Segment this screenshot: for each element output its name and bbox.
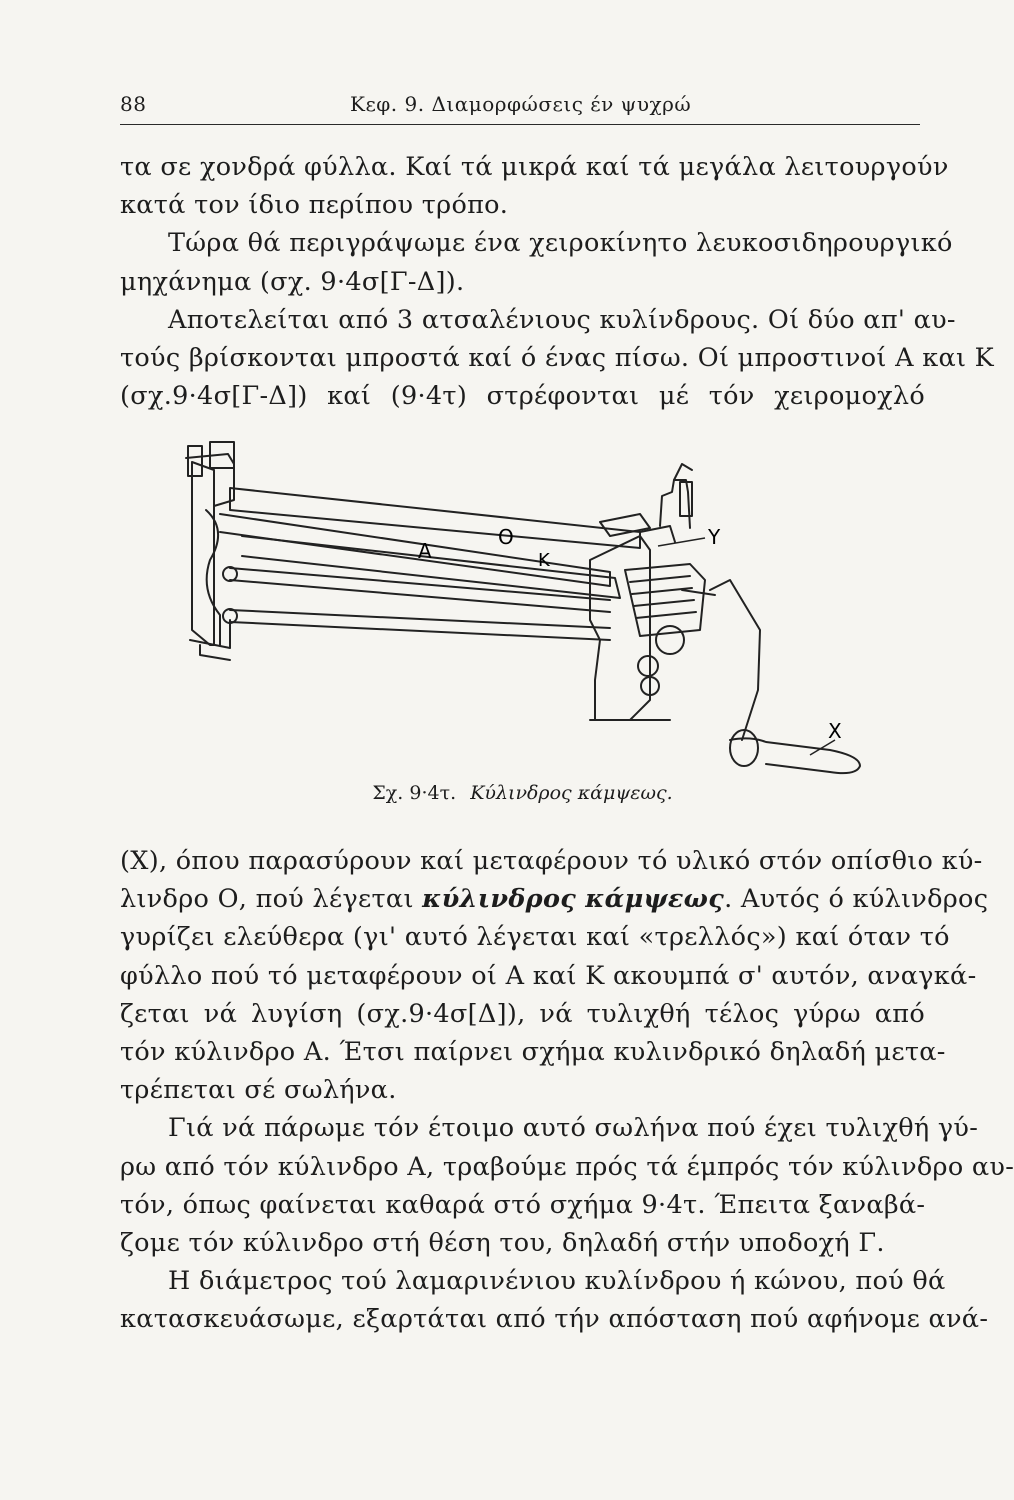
text-line — [120, 880, 989, 918]
text-line: (σχ.9·4σ[Γ-Δ]) καί (9·4τ) στρέφονται μέ τόν χειρομοχλό — [120, 381, 925, 412]
text-line: κατά τον ίδιο περίπου τρόπο. — [120, 190, 509, 221]
text-line: τόν κύλινδρο Α. Έτσι παίρνει σχήμα κυλινδρικό δηλαδή μετα- — [120, 1037, 946, 1068]
text-line: Η διάμετρος τού λαμαρινένιου κυλίνδρου ή κώνου, πού θά — [168, 1266, 946, 1297]
bending-roll-figure — [170, 440, 890, 780]
label-Y: Y — [708, 525, 721, 549]
text-line: γυρίζει ελεύθερα (γι' αυτό λέγεται καί «τρελλός») καί όταν τό — [120, 922, 950, 953]
text-line: μηχάνημα (σχ. 9·4σ[Γ-Δ]). — [120, 266, 465, 297]
text-line: ρω από τόν κύλινδρο Α, τραβούμε πρός τά έμπρός τόν κύλινδρο αυ- — [120, 1151, 1014, 1182]
header-rule — [120, 124, 920, 125]
term-bending-roll: κύλινδρος κάμψεως — [422, 884, 725, 915]
text-line: Γιά νά πάρωμε τόν έτοιμο αυτό σωλήνα πού έχει τυλιχθή γύ- — [168, 1113, 979, 1144]
bottom-text-block — [120, 842, 1014, 1339]
text-line: τόν, όπως φαίνεται καθαρά στό σχήμα 9·4τ. Έπειτα ξαναβά- — [120, 1189, 926, 1220]
text-line: κατασκευάσωμε, εξαρτάται από τήν απόσταση πού αφήνομε ανά- — [120, 1304, 989, 1335]
text-line: ζεται νά λυγίση (σχ.9·4σ[Δ]), νά τυλιχθή τέλος γύρω από — [120, 998, 925, 1029]
chapter-title: Κεφ. 9. Διαμορφώσεις έν ψυχρώ — [350, 92, 692, 116]
running-head — [120, 92, 920, 122]
text-line: (Χ), όπου παρασύρουν καί μεταφέρουν τό υλικό στόν οπίσθιο κύ- — [120, 846, 983, 876]
label-A: A — [418, 539, 432, 563]
text-line: Τώρα θά περιγράψωμε ένα χειροκίνητο λευκοσιδηρουργικό — [168, 228, 953, 259]
text-line: Αποτελείται από 3 ατσαλένιους κυλίνδρους. Οί δύο απ' αυ- — [168, 304, 956, 335]
text-line: φύλλο πού τό μεταφέρουν οί Α καί Κ ακουμπά σ' αυτόν, αναγκά- — [120, 960, 977, 991]
text-line: ζομε τόν κύλινδρο στή θέση του, δηλαδή στήν υποδοχή Γ. — [120, 1228, 885, 1259]
roller-O — [230, 488, 640, 548]
text-run: . Αυτός ό κύλινδρος — [724, 884, 989, 915]
text-run: λινδρο Ο, πού λέγεται — [120, 884, 423, 915]
adjust-screw-Y — [660, 480, 690, 528]
caption-title: Κύλινδρος κάμψεως. — [470, 782, 673, 804]
text-line: τούς βρίσκονται μπροστά καί ό ένας πίσω. Οί μπροστινοί Α και Κ — [120, 343, 995, 374]
left-stand — [192, 462, 214, 645]
crank-handle — [710, 580, 760, 740]
text-line: τα σε χονδρά φύλλα. Καί τά μικρά καί τά μεγάλα λειτουργούν — [120, 152, 949, 182]
label-O: O — [498, 525, 514, 549]
bending-roll-illustration — [170, 440, 890, 780]
label-X: X — [828, 719, 842, 743]
label-K: K — [538, 550, 550, 571]
caption-number: Σχ. 9·4τ. — [372, 782, 457, 804]
page-number: 88 — [120, 92, 147, 116]
leader-Y — [658, 538, 705, 546]
figure-caption — [120, 782, 925, 804]
text-line: τρέπεται σέ σωλήνα. — [120, 1075, 397, 1106]
top-text-block — [120, 148, 995, 415]
